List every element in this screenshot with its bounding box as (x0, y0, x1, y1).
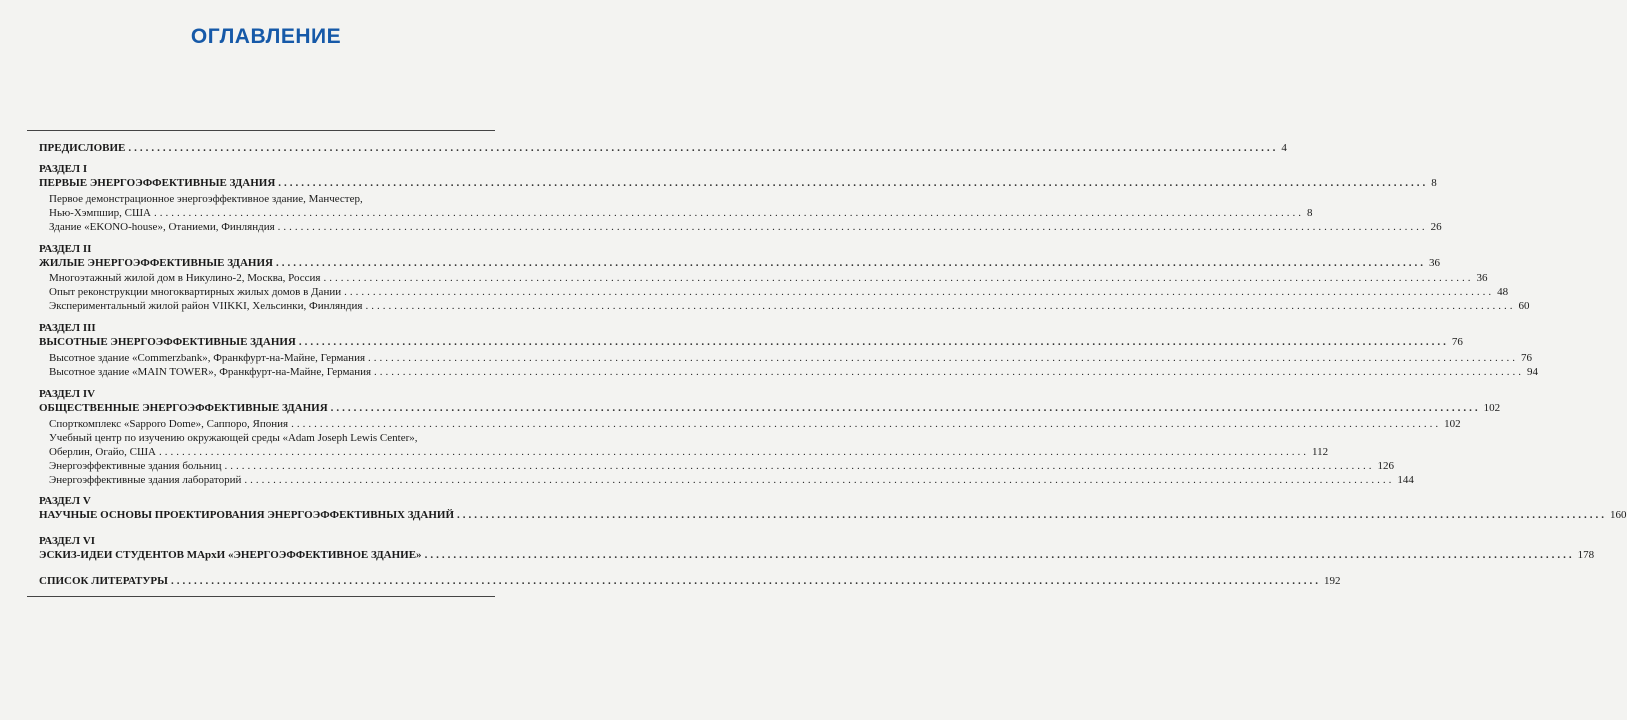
toc-page-number: 178 (1577, 549, 1595, 561)
toc-entry-section-3[interactable] (39, 335, 1463, 349)
toc-page-number: 126 (1377, 460, 1394, 472)
toc-page-number: 144 (1397, 474, 1414, 486)
toc-entry-label: Оберлин, Огайо, США (49, 446, 156, 458)
dot-leader: ........................................................................................................................................................................................................ (159, 446, 1309, 458)
toc-subentry[interactable] (49, 445, 1329, 459)
toc-page-number: 94 (1527, 366, 1539, 378)
page-title: ОГЛАВЛЕНИЕ (190, 25, 342, 48)
dot-leader: ........................................................................................................................................................................................................ (154, 207, 1304, 219)
toc-entry-section-6[interactable] (39, 548, 1595, 562)
dot-leader: ........................................................................................................................................................................................................ (374, 366, 1525, 378)
toc-entry-label: СПИСОК ЛИТЕРАТУРЫ (39, 575, 168, 587)
toc-entry-label: Высотное здание «Commerzbank», Франкфурт-на-Майне, Германия (49, 352, 366, 364)
toc-entry-label: Экспериментальный жилой район VIIKKI, Хельсинки, Финляндия (49, 300, 363, 312)
toc-page-number: 48 (1497, 286, 1509, 298)
toc-entry-label: ПРЕДИСЛОВИЕ (39, 142, 126, 154)
section-5-label: РАЗДЕЛ V (39, 495, 91, 507)
toc-entry-label: ОБЩЕСТВЕННЫЕ ЭНЕРГОЭФФЕКТИВНЫЕ ЗДАНИЯ (39, 402, 328, 414)
toc-subentry[interactable] (49, 192, 492, 206)
dot-leader: ........................................................................................................................................................................................................ (275, 257, 1426, 269)
toc-subentry[interactable] (49, 299, 1530, 313)
dot-leader: ........................................................................................................................................................................................................ (291, 418, 1442, 430)
dot-leader: ........................................................................................................................................................................................................ (298, 336, 1449, 348)
toc-entry-label: Высотное здание «MAIN TOWER», Франкфурт-на-Майне, Германия (49, 366, 372, 378)
toc-page-number: 102 (1483, 402, 1501, 414)
toc-entry-label: Многоэтажный жилой дом в Никулино-2, Москва, Россия (49, 272, 321, 284)
section-1-label: РАЗДЕЛ I (39, 163, 88, 175)
toc-entry-label: Энергоэффективные здания лабораторий (49, 474, 242, 486)
section-4-label: РАЗДЕЛ IV (39, 388, 96, 400)
toc-subentry[interactable] (49, 473, 1414, 487)
dot-leader: ........................................................................................................................................................................................................ (457, 509, 1608, 521)
toc-page-number: 102 (1444, 418, 1461, 430)
section-2-label: РАЗДЕЛ II (39, 243, 92, 255)
toc-page-number: 160 (1610, 509, 1627, 521)
toc-subentry[interactable] (49, 285, 1509, 299)
toc-entry-label: Опыт реконструкции многоквартирных жилых домов в Дании (49, 286, 342, 298)
dot-leader: ........................................................................................................................................................................................................ (368, 352, 1519, 364)
dot-leader: ........................................................................................................................................................................................................ (128, 142, 1279, 154)
dot-leader: ........................................................................................................................................................................................................ (424, 549, 1575, 561)
toc-subentry[interactable] (49, 271, 1488, 285)
toc-entry-label: Здание «EKONO-house», Отаниеми, Финляндия (49, 221, 275, 233)
toc-page-number: 60 (1518, 300, 1530, 312)
toc-entry-section-5[interactable] (39, 508, 1627, 522)
section-3-label: РАЗДЕЛ III (39, 322, 96, 334)
toc-entry-references[interactable] (39, 574, 1341, 588)
toc-subentry[interactable] (49, 206, 1313, 220)
toc-entry-label: НАУЧНЫЕ ОСНОВЫ ПРОЕКТИРОВАНИЯ ЭНЕРГОЭФФЕКТИВНЫХ ЗДАНИЙ (39, 509, 455, 521)
toc-entry-label: ПЕРВЫЕ ЭНЕРГОЭФФЕКТИВНЫЕ ЗДАНИЯ (39, 177, 276, 189)
toc-page-number: 192 (1323, 575, 1341, 587)
toc-entry-label: Спорткомплекс «Sapporo Dome», Саппоро, Япония (49, 418, 289, 430)
toc-entry-label: Учебный центр по изучению окружающей среды «Adam Joseph Lewis Center», (49, 432, 418, 444)
toc-page-number: 4 (1281, 142, 1287, 154)
toc-entry-preface[interactable] (39, 141, 1287, 155)
section-6-label: РАЗДЕЛ VI (39, 535, 96, 547)
toc-subentry[interactable] (49, 365, 1539, 379)
toc-entry-section-4[interactable] (39, 401, 1501, 415)
dot-leader: ........................................................................................................................................................................................................ (244, 474, 1395, 486)
toc-page-number: 8 (1307, 207, 1313, 219)
toc-entry-label: Нью-Хэмпшир, США (49, 207, 151, 219)
toc-entry-label: ЭСКИЗ-ИДЕИ СТУДЕНТОВ МАрхИ «ЭНЕРГОЭФФЕКТИВНОЕ ЗДАНИЕ» (39, 549, 422, 561)
dot-leader: ........................................................................................................................................................................................................ (365, 300, 1516, 312)
toc-page-number: 76 (1521, 352, 1533, 364)
toc-subentry[interactable] (49, 431, 492, 445)
toc-entry-section-1[interactable] (39, 176, 1437, 190)
toc-subentry[interactable] (49, 417, 1461, 431)
toc-page-number: 36 (1476, 272, 1488, 284)
dot-leader: ........................................................................................................................................................................................................ (277, 221, 1428, 233)
toc-page-number: 36 (1428, 257, 1440, 269)
toc-entry-label: ЖИЛЫЕ ЭНЕРГОЭФФЕКТИВНЫЕ ЗДАНИЯ (39, 257, 273, 269)
dot-leader: ........................................................................................................................................................................................................ (323, 272, 1474, 284)
dot-leader: ........................................................................................................................................................................................................ (330, 402, 1481, 414)
toc-subentry[interactable] (49, 459, 1394, 473)
dot-leader: ........................................................................................................................................................................................................ (278, 177, 1429, 189)
toc-subentry[interactable] (49, 220, 1442, 234)
dot-leader: ........................................................................................................................................................................................................ (224, 460, 1375, 472)
dot-leader: ........................................................................................................................................................................................................ (344, 286, 1495, 298)
toc-entry-section-2[interactable] (39, 256, 1440, 270)
toc-entry-label: Первое демонстрационное энергоэффективное здание, Манчестер, (49, 193, 363, 205)
toc-page-number: 8 (1431, 177, 1437, 189)
toc-page-number: 26 (1430, 221, 1442, 233)
toc-entry-label: ВЫСОТНЫЕ ЭНЕРГОЭФФЕКТИВНЫЕ ЗДАНИЯ (39, 336, 296, 348)
toc-page-number: 112 (1312, 446, 1329, 458)
toc-page-number: 76 (1451, 336, 1463, 348)
dot-leader: ........................................................................................................................................................................................................ (170, 575, 1321, 587)
toc-entry-label: Энергоэффективные здания больниц (49, 460, 222, 472)
toc-subentry[interactable] (49, 351, 1533, 365)
